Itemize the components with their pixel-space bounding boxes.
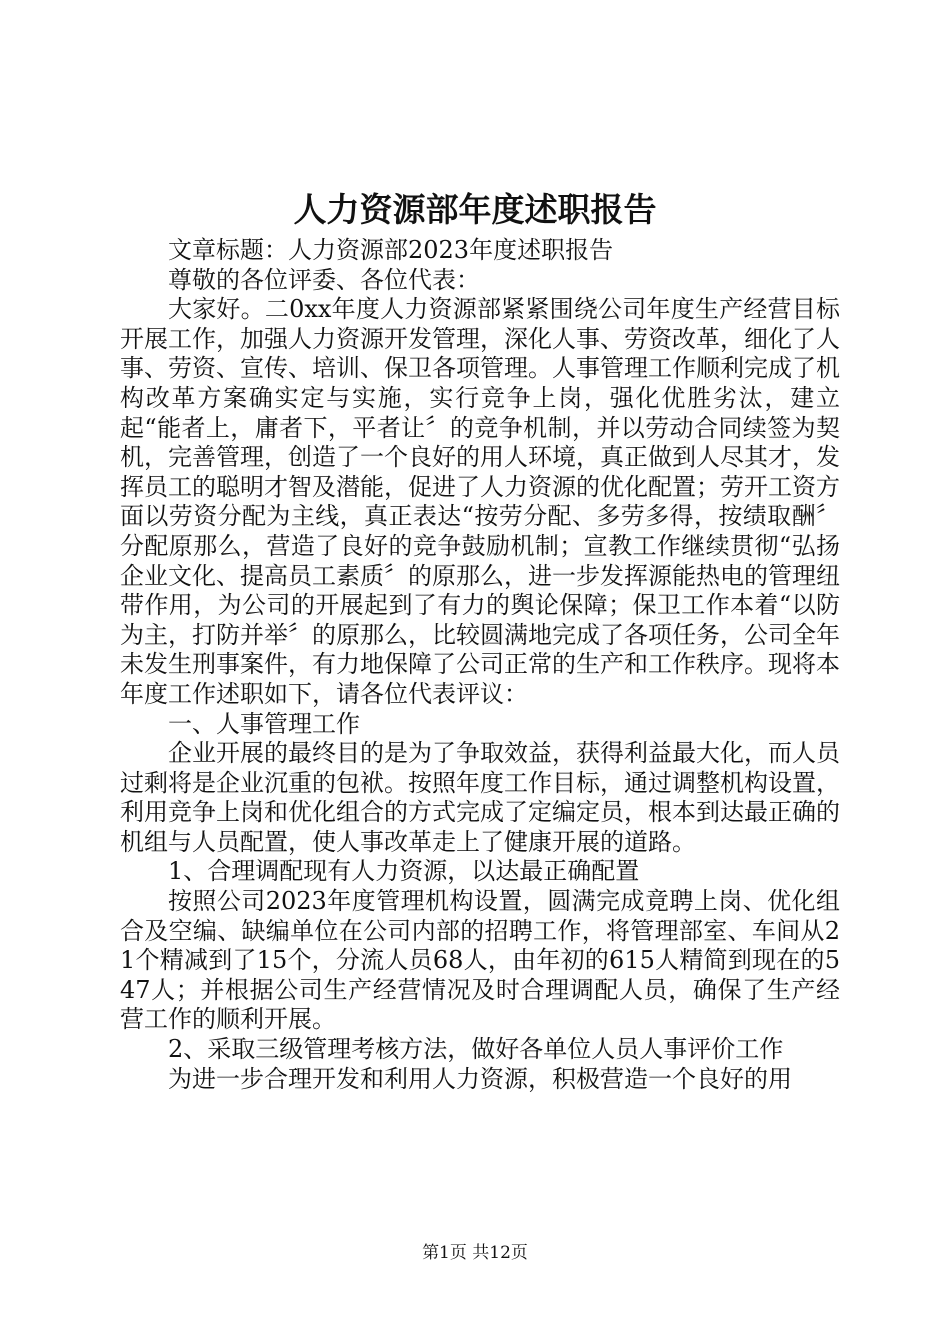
allocation-paragraph: 按照公司2023年度管理机构设置，圆满完成竟聘上岗、优化组合及空编、缺编单位在公司内部的招聘工作，将管理部室、车间从21个精减到了15个，分流人员68人，由年初的615人精简到现在的547人；并根据公司生产经营情况及时合理调配人员，确保了生产经营工作的顺利开展。 [120,887,840,1034]
intro-paragraph: 大家好。二0xx年度人力资源部紧紧围绕公司年度生产经营目标开展工作，加强人力资源开发管理，深化人事、劳资改革，细化了人事、劳资、宣传、培训、保卫各项管理。人事管理工作顺利完成了机构改革方案确实定与实施，实行竞争上岗，强化优胜劣汰，建立起“能者上，庸者下，平者让〞的竞争机制，并以劳动合同续签为契机，完善管理，创造了一个良好的用人环境，真正做到人尽其才，发挥员工的聪明才智及潜能，促进了人力资源的优化配置；劳开工资方面以劳资分配为主线，真正表达“按劳分配、多劳多得，按绩取酬〞分配原那么，营造了良好的竞争鼓励机制；宣教工作继续贯彻“弘扬企业文化、提高员工素质〞的原那么，进一步发挥源能热电的管理纽带作用，为公司的开展起到了有力的舆论保障；保卫工作本着“以防为主，打防并举〞的原那么，比较圆满地完成了各项任务，公司全年未发生刑事案件，有力地保障了公司正常的生产和工作秩序。现将本年度工作述职如下，请各位代表评议： [120,295,840,708]
article-title-line: 文章标题：人力资源部2023年度述职报告 [168,236,614,264]
page-footer: 第1页 共12页 [422,1243,528,1263]
subheading-allocation: 1、合理调配现有人力资源，以达最正确配置 [168,857,640,886]
subheading-assessment: 2、采取三级管理考核方法，做好各单位人员人事评价工作 [168,1035,784,1064]
document-body [120,236,840,1094]
personnel-paragraph: 企业开展的最终目的是为了争取效益，获得利益最大化，而人员过剩将是企业沉重的包袱。按照年度工作目标，通过调整机构设置，利用竞争上岗和优化组合的方式完成了定编定员，根本到达最正确的机组与人员配置，使人事改革走上了健康开展的道路。 [120,739,840,856]
salutation: 尊敬的各位评委、各位代表： [168,265,480,294]
document-title: 人力资源部年度述职报告 [293,190,657,229]
assessment-paragraph: 为进一步合理开发和利用人力资源，积极营造一个良好的用 [168,1064,792,1093]
section-heading-personnel: 一、人事管理工作 [168,709,360,738]
